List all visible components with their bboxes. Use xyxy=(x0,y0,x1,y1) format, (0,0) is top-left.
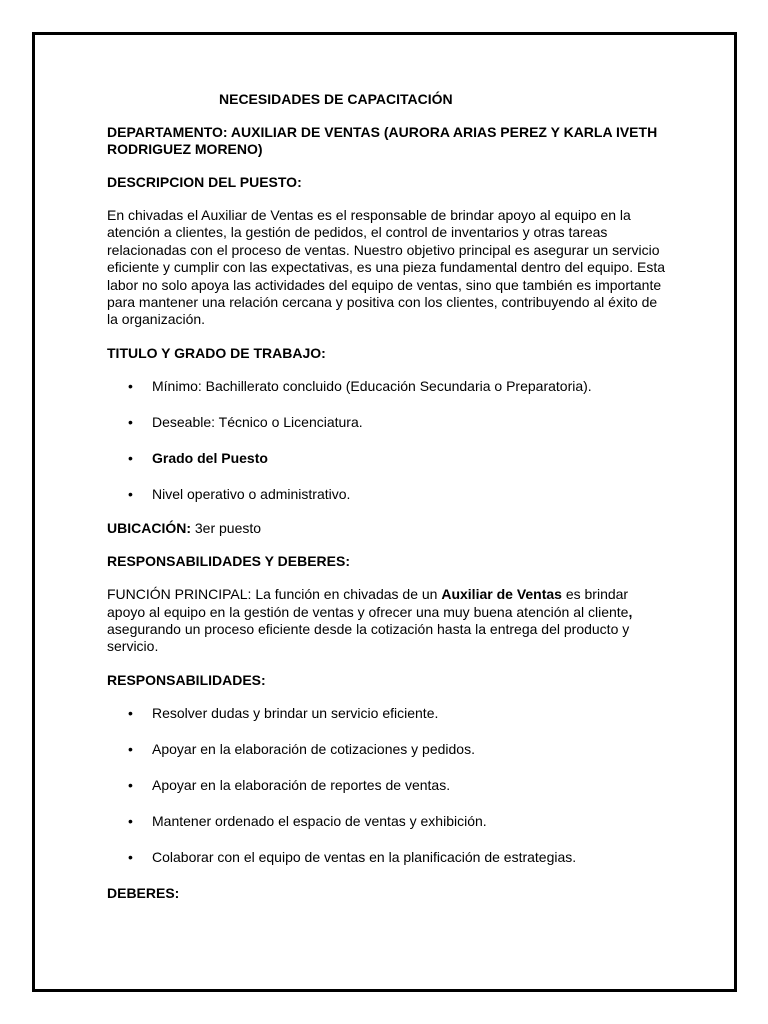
location-line xyxy=(107,520,667,537)
list-item-text: Colaborar con el equipo de ventas en la planificación de estrategias. xyxy=(152,848,577,865)
responsibilities-heading: RESPONSABILIDADES: xyxy=(107,671,266,688)
list-item xyxy=(107,486,667,503)
main-function-middle: es brindar apoyo al equipo en la gestión de ventas y ofrecer una muy buena atención al cliente xyxy=(107,586,629,620)
main-function-paragraph xyxy=(107,586,667,656)
bullet-icon: • xyxy=(128,704,133,721)
bullet-icon: • xyxy=(128,740,133,757)
main-function-prefix: FUNCIÓN PRINCIPAL: La función en chivadas de un xyxy=(107,586,442,603)
location-value: 3er puesto xyxy=(191,519,262,536)
list-item-text: Resolver dudas y brindar un servicio eficiente. xyxy=(152,704,439,721)
list-item-text: Deseable: Técnico o Licenciatura. xyxy=(152,413,363,430)
description-heading: DESCRIPCION DEL PUESTO: xyxy=(107,174,302,190)
description-paragraph: En chivadas el Auxiliar de Ventas es el responsable de brindar apoyo al equipo en la atención a clientes, la gestión de pedidos, el control de inventarios y otras tareas relacionadas con el proceso de ventas. Nuestro objetivo principal es asegurar un servicio eficiente y cumplir con las expectativas, es una pieza fundamental dentro del equipo. Esta labor no solo apoya las actividades del equipo de ventas, sino que también es importante para mantener una relación cercana y positiva con los clientes, contribuyendo al éxito de la organización. xyxy=(107,207,665,328)
duties-heading: DEBERES: xyxy=(107,884,180,901)
list-item xyxy=(107,777,667,794)
title-grade-list xyxy=(107,378,667,503)
list-item xyxy=(107,741,667,758)
main-function-comma: , xyxy=(628,603,633,620)
list-item xyxy=(107,450,667,467)
bullet-icon: • xyxy=(128,812,133,829)
list-item xyxy=(107,705,667,722)
list-item-text: Mantener ordenado el espacio de ventas y exhibición. xyxy=(152,812,487,829)
bullet-icon: • xyxy=(128,485,133,502)
bullet-icon: • xyxy=(128,776,133,793)
document-body xyxy=(107,91,667,918)
responsibilities-list xyxy=(107,705,667,866)
bullet-icon: • xyxy=(128,413,133,430)
main-function-role: Auxiliar de Ventas xyxy=(441,586,562,603)
list-item xyxy=(107,849,667,866)
list-item xyxy=(107,378,667,395)
title-grade-heading: TITULO Y GRADO DE TRABAJO: xyxy=(107,344,326,361)
document-title: NECESIDADES DE CAPACITACIÓN xyxy=(219,91,453,107)
list-item-text: Mínimo: Bachillerato concluido (Educación Secundaria o Preparatoria). xyxy=(152,377,592,394)
bullet-icon: • xyxy=(128,449,133,466)
main-function-suffix: asegurando un proceso eficiente desde la cotización hasta la entrega del producto y servicio. xyxy=(107,621,630,655)
list-item-text: Nivel operativo o administrativo. xyxy=(152,485,351,502)
list-item-text: Grado del Puesto xyxy=(152,449,268,466)
list-item-text: Apoyar en la elaboración de reportes de ventas. xyxy=(152,776,451,793)
bullet-icon: • xyxy=(128,848,133,865)
list-item xyxy=(107,414,667,431)
list-item-text: Apoyar en la elaboración de cotizaciones y pedidos. xyxy=(152,740,475,757)
list-item xyxy=(107,813,667,830)
bullet-icon: • xyxy=(128,377,133,394)
location-label: UBICACIÓN: xyxy=(107,519,191,536)
department-heading: DEPARTAMENTO: AUXILIAR DE VENTAS (AURORA ARIAS PEREZ Y KARLA IVETH RODRIGUEZ MORENO) xyxy=(107,124,658,157)
responsibilities-duties-heading: RESPONSABILIDADES Y DEBERES: xyxy=(107,553,350,570)
